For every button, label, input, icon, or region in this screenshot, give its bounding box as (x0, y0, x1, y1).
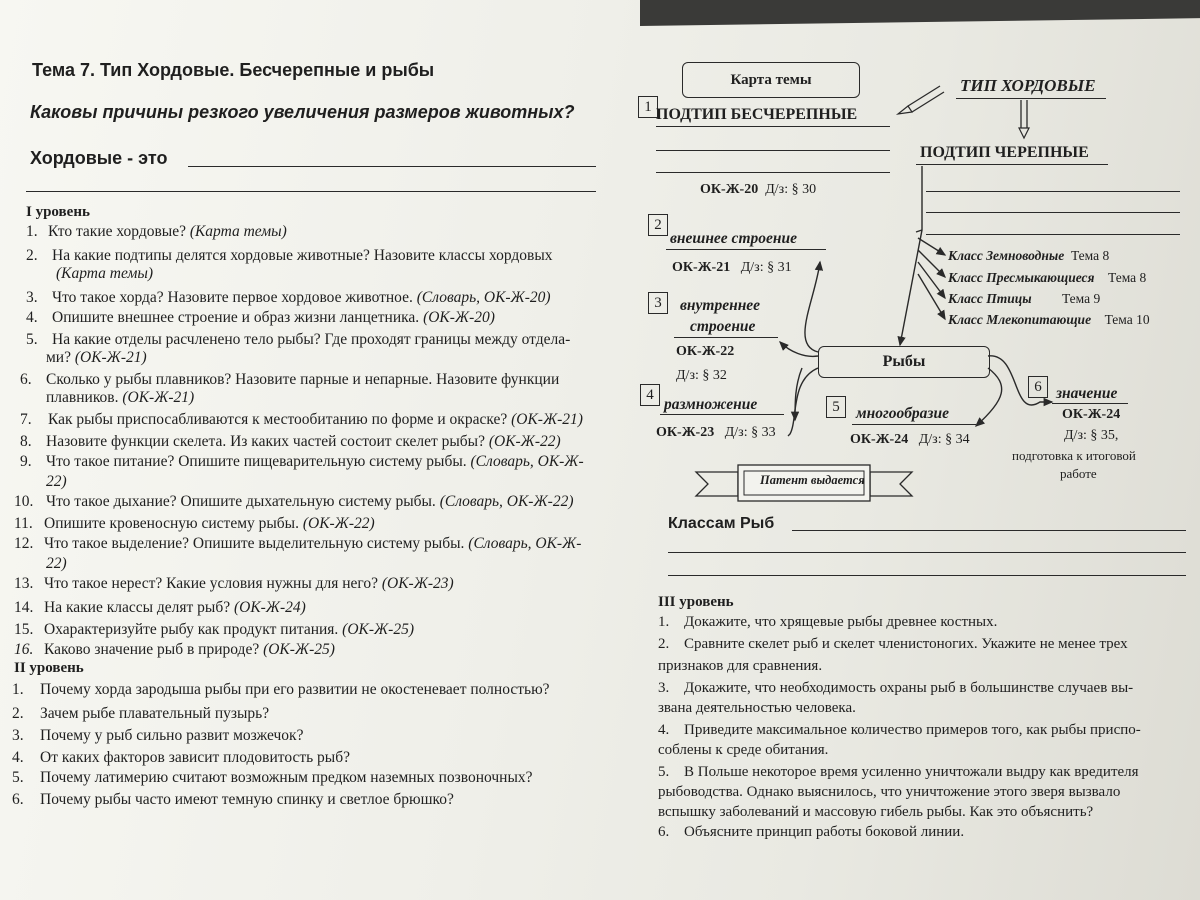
class-amphibia: Класс Земноводные Тема 8 (948, 248, 1110, 263)
question-number: 14. (14, 599, 34, 616)
question-ref: (ОК-Ж-25) (259, 641, 335, 658)
question-number: 5. (12, 769, 24, 786)
fish-box: Рыбы (818, 346, 990, 378)
level1-heading: I уровень (26, 204, 90, 220)
question-text: Докажите, что необходимость охраны рыб в большинстве случаев вы- (684, 680, 1134, 696)
question-number: 11. (14, 515, 33, 532)
question-ref: (ОК-Ж-21) (118, 389, 195, 406)
homework-ref: Д/з: § 33 (724, 425, 776, 440)
branch-significance: значение (1056, 385, 1118, 402)
question-text: вспышку заболеваний и массовую гибель рыбы. Как это объяснить? (658, 804, 1094, 820)
question-ref: (Карта темы) (185, 223, 287, 240)
pencil-arrow-down-icon (1019, 100, 1029, 138)
class-mammalia: Класс Млекопитающие Тема 10 (948, 312, 1150, 327)
question-number: 6. (658, 824, 670, 840)
question-text: рыбоводства. Однако выяснилось, что уничтожение этого зверя вызвало (658, 784, 1121, 800)
section-number: 2 (648, 214, 668, 236)
question-number: 1. (26, 223, 38, 240)
subtype-craniata: ПОДТИП ЧЕРЕПНЫЕ (920, 144, 1089, 161)
question-ref: (ОК-Ж-22) (484, 433, 561, 450)
question-text: Почему рыбы часто имеют темную спинку и светлое брюшко? (40, 791, 454, 808)
question-text: звана деятельностью человека. (658, 700, 856, 716)
level3-line (658, 782, 1120, 803)
final-work-note-2: работе (1060, 466, 1097, 481)
question-ref: (ОК-Ж-20) (419, 309, 495, 326)
question-text: Что такое нерест? Какие условия нужны для него? (44, 575, 379, 592)
ref-code: ОК-Ж-24 (1062, 407, 1121, 422)
level2-heading: II уровень (14, 660, 84, 676)
question-number: 3. (658, 680, 670, 696)
question-text: ми? (46, 349, 71, 366)
level3-line (658, 720, 1141, 741)
final-work-note-1: подготовка к итоговой (1012, 448, 1136, 463)
question-text: От каких факторов зависит плодовитость рыб? (40, 749, 350, 766)
question-text: Назовите функции скелета. Из каких частей состоит скелет рыбы? (46, 433, 485, 450)
question-text: На какие подтипы делятся хордовые животные? Назовите классы хордовых (52, 247, 553, 264)
question-number: 8. (20, 433, 32, 450)
question-number: 6. (12, 791, 24, 808)
ref-code: ОК-Ж-23 (656, 425, 715, 440)
level3-line (658, 762, 1139, 783)
question-ref: 22) (46, 473, 67, 490)
level3-line (658, 802, 1093, 823)
key-question: Каковы причины резкого увеличения размеров животных? (30, 102, 575, 122)
section-number: 3 (648, 292, 668, 314)
level3-line (658, 740, 828, 761)
section-number: 4 (640, 384, 660, 406)
homework-ref: Д/з: § 35, (1064, 428, 1119, 443)
question-ref: (ОК-Ж-21) (70, 349, 147, 366)
class-reptilia: Класс Пресмыкающиеся Тема 8 (948, 270, 1147, 285)
question-text: Охарактеризуйте рыбу как продукт питания. (44, 621, 339, 638)
question-text: Сравните скелет рыб и скелет членистоногих. Укажите не менее трех (684, 636, 1128, 652)
question-text: Докажите, что хрящевые рыбы древнее костных. (684, 614, 998, 630)
level3-line (658, 678, 1133, 699)
question-number: 3. (26, 289, 38, 306)
map-title-box: Карта темы (682, 62, 860, 98)
question-number: 4. (12, 749, 24, 766)
question-text: Что такое выделение? Опишите выделительную систему рыбы. (44, 535, 465, 552)
question-number: 4. (658, 722, 670, 738)
question-text: Зачем рыбе плавательный пузырь? (40, 705, 270, 722)
question-text: Каково значение рыб в природе? (44, 641, 260, 658)
level3-line (658, 634, 1128, 655)
level3-line (658, 656, 822, 677)
fish-classes-label: Классам Рыб (668, 515, 775, 532)
question-text: Объясните принцип работы боковой линии. (684, 824, 965, 840)
level3-heading: III уровень (658, 594, 734, 610)
question-number: 10. (14, 493, 34, 510)
ref-code: ОК-Ж-22 (676, 344, 735, 359)
question-text: Почему латимерию считают возможным предком наземных позвоночных? (40, 769, 533, 786)
question-ref: (Словарь, ОК-Ж- (466, 453, 584, 470)
question-ref: (Словарь, ОК-Ж-20) (412, 289, 551, 306)
question-number: 1. (658, 614, 670, 630)
question-number: 3. (12, 727, 24, 744)
branch-diversity: многообразие (856, 405, 949, 422)
question-number: 2. (12, 705, 24, 722)
subtype-acrania: ПОДТИП БЕСЧЕРЕПНЫЕ (656, 106, 858, 123)
question-text: Кто такие хордовые? (48, 223, 186, 240)
question-number: 4. (26, 309, 38, 326)
page-title: Тема 7. Тип Хордовые. Бесчерепные и рыбы (32, 60, 435, 80)
question-text: Опишите внешнее строение и образ жизни ланцетника. (52, 309, 420, 326)
question-ref: (ОК-Ж-22) (298, 515, 375, 532)
question-ref: (ОК-Ж-24) (230, 599, 306, 616)
homework-ref: Д/з: § 31 (740, 260, 792, 275)
question-text: Опишите кровеносную систему рыбы. (44, 515, 299, 532)
question-ref: 22) (46, 555, 67, 572)
question-text: Почему у рыб сильно развит мозжечок? (40, 727, 304, 744)
ref-code: ОК-Ж-21 (672, 260, 731, 275)
level3-line (658, 698, 856, 719)
question-ref: (ОК-Ж-23) (378, 575, 454, 592)
question-number: 5. (26, 331, 38, 348)
question-text: Сколько у рыбы плавников? Назовите парные и непарные. Назовите функции (46, 371, 560, 388)
type-chordata: ТИП ХОРДОВЫЕ (960, 76, 1096, 95)
question-text: Как рыбы приспосабливаются к местообитанию по форме и окраске? (48, 411, 508, 428)
question-number: 13. (14, 575, 34, 592)
level3-line (658, 822, 964, 843)
homework-ref: Д/з: § 32 (676, 368, 727, 383)
definition-label: Хордовые - это (30, 148, 168, 168)
question-text: Почему хорда зародыша рыбы при его развитии не окостеневает полностью? (40, 681, 550, 698)
question-number: 15. (14, 621, 34, 638)
ref-code: ОК-Ж-24 (850, 432, 909, 447)
pencil-arrow-icon (898, 86, 944, 114)
question-number: 2. (26, 247, 38, 264)
question-ref: (Словарь, ОК-Ж-22) (435, 493, 574, 510)
question-text: На какие классы делят рыб? (44, 599, 231, 616)
branch-internal-structure-2: строение (690, 318, 756, 335)
branch-reproduction: размножение (664, 396, 758, 413)
branch-external-structure: внешнее строение (670, 230, 797, 247)
homework-ref: Д/з: § 34 (918, 432, 970, 447)
patent-label: Патент выдается (760, 473, 865, 487)
question-text: В Польше некоторое время усиленно уничтожали выдру как вредителя (684, 764, 1139, 780)
question-number: 16. (14, 641, 34, 658)
question-ref: (Словарь, ОК-Ж- (464, 535, 582, 552)
question-number: 9. (20, 453, 32, 470)
question-text: признаков для сравнения. (658, 658, 823, 674)
question-ref: (ОК-Ж-25) (338, 621, 415, 638)
question-number: 2. (658, 636, 670, 652)
class-aves: Класс Птицы Тема 9 (948, 291, 1101, 306)
section-number: 6 (1028, 376, 1048, 398)
branch-internal-structure-1: внутреннее (680, 297, 761, 314)
question-text: На какие отделы расчленено тело рыбы? Где проходят границы между отдела- (52, 331, 571, 348)
question-text: Приведите максимальное количество примеров того, как рыбы приспо- (684, 722, 1141, 738)
question-ref: (ОК-Ж-21) (507, 411, 583, 428)
question-number: 12. (14, 535, 34, 552)
question-number: 6. (20, 371, 32, 388)
question-ref: (Карта темы) (56, 265, 153, 282)
question-text: соблены к среде обитания. (658, 742, 829, 758)
question-text: Что такое питание? Опишите пищеварительную систему рыбы. (46, 453, 467, 470)
homework-ref: Д/з: § 30 (765, 182, 817, 197)
ref-code: ОК-Ж-20 (700, 182, 759, 197)
level3-line (658, 612, 997, 633)
question-number: 1. (12, 681, 24, 698)
question-text: плавников. (46, 389, 119, 406)
question-number: 5. (658, 764, 670, 780)
question-text: Что такое хорда? Назовите первое хордовое животное. (52, 289, 413, 306)
section-number: 1 (638, 96, 658, 118)
question-number: 7. (20, 411, 32, 428)
section-number: 5 (826, 396, 846, 418)
question-text: Что такое дыхание? Опишите дыхательную систему рыбы. (46, 493, 436, 510)
